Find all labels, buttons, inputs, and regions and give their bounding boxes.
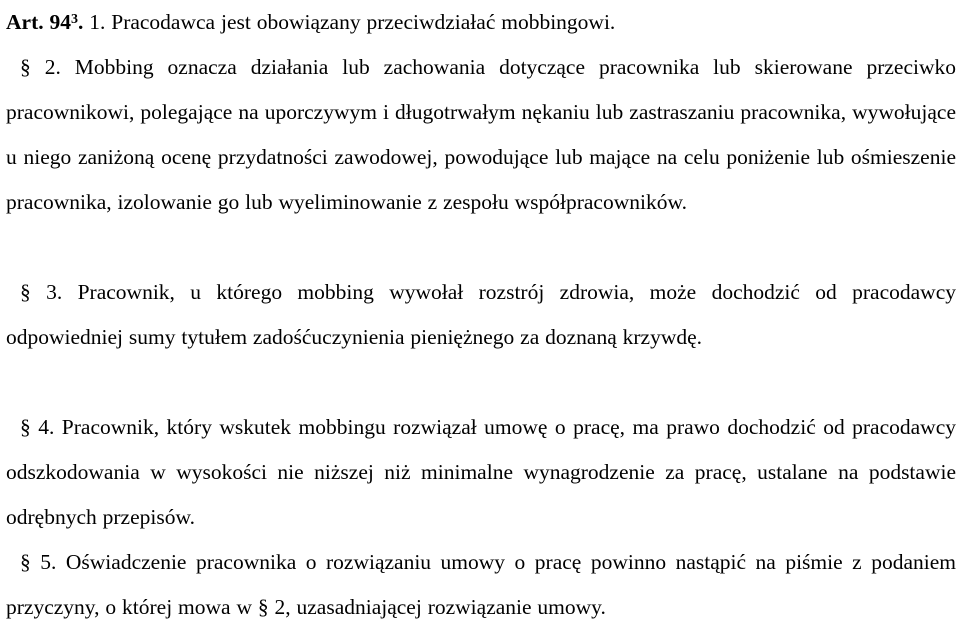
- article-paragraph-3: [6, 270, 956, 360]
- article-label-dot: .: [77, 10, 84, 34]
- article-superscript: 3: [70, 12, 78, 27]
- paragraph-3-text: § 3. Pracownik, u którego mobbing wywołał rozstrój zdrowia, może dochodzić od pracodawcy odpowiedniej sumy tytułem zadośćuczynienia pieniężnego za doznaną krzywdę.: [6, 280, 956, 349]
- article-paragraph-5: [6, 540, 956, 630]
- paragraph-5-text: § 5. Oświadczenie pracownika o rozwiązaniu umowy o pracę powinno nastąpić na piśmie z podaniem przyczyny, o której mowa w § 2, uzasadniającej rozwiązanie umowy.: [6, 550, 956, 619]
- article-paragraph-4: [6, 405, 956, 540]
- paragraph-1-text: 1. Pracodawca jest obowiązany przeciwdziałać mobbingowi.: [89, 10, 616, 34]
- paragraph-4-text: § 4. Pracownik, który wskutek mobbingu rozwiązał umowę o pracę, ma prawo dochodzić od pracodawcy odszkodowania w wysokości nie niższej niż minimalne wynagrodzenie za pracę, ustalane na podstawie odrębnych przepisów.: [6, 415, 956, 529]
- article-label: [6, 10, 83, 34]
- article-paragraph-2: [6, 45, 956, 225]
- article-paragraph-1: [6, 0, 956, 48]
- article-number: Art. 94: [6, 10, 71, 34]
- paragraph-2-text: § 2. Mobbing oznacza działania lub zachowania dotyczące pracownika lub skierowane przeciwko pracownikowi, polegające na uporczywym i długotrwałym nękaniu lub zastraszaniu pracownika, wywołujące u niego zaniżoną ocenę przydatności zawodowej, powodujące lub mające na celu poniżenie lub ośmieszenie pracownika, izolowanie go lub wyeliminowanie z zespołu współpracowników.: [6, 55, 956, 214]
